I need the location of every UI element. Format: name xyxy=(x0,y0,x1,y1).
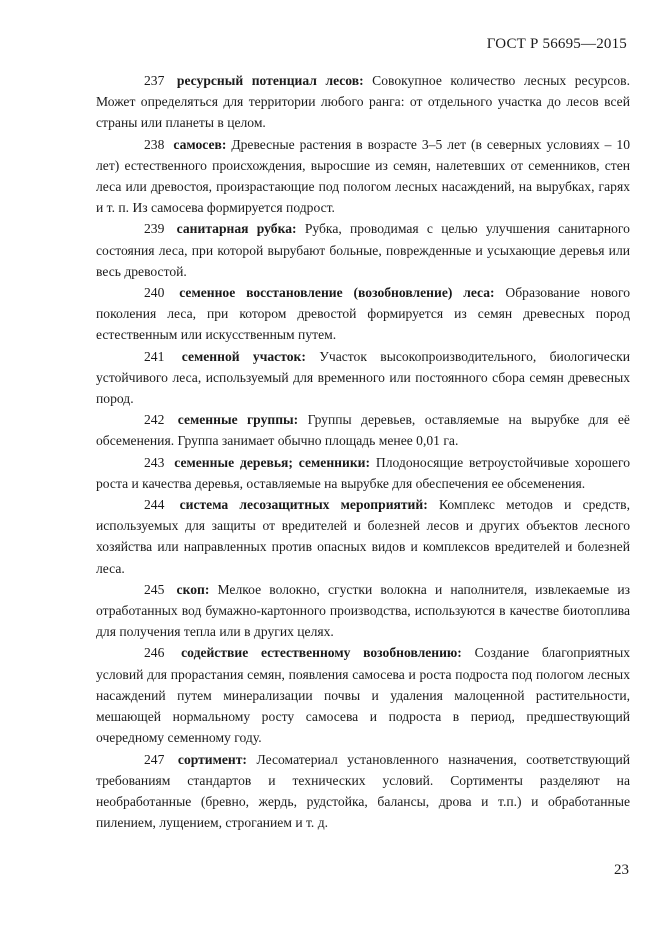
entry-number: 247 xyxy=(144,751,165,767)
entry-definition: Участок высокопроизводительного, биологически устойчивого леса, используемый для временного или постоянного сбора семян древесных пород. xyxy=(96,348,630,407)
entry-term: семенной участок: xyxy=(181,348,306,364)
glossary-entry xyxy=(96,218,630,282)
entry-number: 239 xyxy=(144,221,165,237)
glossary-entry xyxy=(96,70,630,134)
glossary-entry xyxy=(96,409,630,451)
glossary-entry xyxy=(96,282,630,346)
entry-definition: Лесоматериал установленного назначения, соответствующий требованиям стандартов и технических условий. Сортименты разделяют на необработанные (бревно, жердь, рудстойка, балансы, дрова и т.п.) и обработанные пилением, лущением, строганием и т. д. xyxy=(96,751,630,831)
entry-term: семенные деревья; семенники: xyxy=(174,454,371,470)
glossary-entry xyxy=(96,579,630,643)
glossary-entry xyxy=(96,749,630,834)
page-number: 23 xyxy=(614,862,629,878)
entry-definition: Группы деревьев, оставляемые на вырубке для её обсеменения. Группа занимает обычно площадь менее 0,01 га. xyxy=(96,412,630,449)
entry-definition: Создание благоприятных условий для прорастания семян, появления самосева и роста подроста под пологом лесных насаждений путем минерализации почвы и удаления малоценной растительности, мешающей нормальному росту самосева и подроста в период, предшествующий очередному семенному году. xyxy=(96,645,630,746)
entry-number: 246 xyxy=(144,645,165,661)
entry-term: сортимент: xyxy=(177,751,247,767)
entry-term: ресурсный потенциал лесов: xyxy=(176,73,364,88)
entry-number: 244 xyxy=(144,497,165,513)
entry-term: система лесозащитных мероприятий: xyxy=(179,497,428,513)
entry-definition: Совокупное количество лесных ресурсов. Может определяться для территории любого ранга: от отдельного участка до лесов всей страны или планеты в целом. xyxy=(96,73,631,131)
entry-term: самосев: xyxy=(173,136,227,152)
document-header xyxy=(487,36,627,53)
entry-term: санитарная рубка: xyxy=(176,221,297,237)
entry-term: содействие естественному возобновлению: xyxy=(181,645,462,661)
entry-definition: Плодоносящие ветроустойчивые хорошего роста и качества деревья, оставляемые на вырубке для обеспечения ее обсеменения. xyxy=(96,454,631,491)
entry-term: скоп: xyxy=(176,581,210,597)
entry-term: семенные группы: xyxy=(177,412,299,428)
standard-number: ГОСТ Р 56695—2015 xyxy=(486,36,627,52)
entry-definition: Образование нового поколения леса, при котором древостой формируется из семян древесных пород естественным или искусственным путем. xyxy=(96,285,630,343)
entry-number: 240 xyxy=(144,285,165,301)
entry-number: 237 xyxy=(144,73,165,88)
entry-definition: Древесные растения в возрасте 3–5 лет (в северных условиях – 10 лет) естественного происхождения, выросшие из семян, налетевших от семенников, стен леса или древостоя, произрастающие под пологом лесных насаждений, на вырубках, гарях и т. п. Из самосева формируется подрост. xyxy=(96,136,630,216)
entry-number: 243 xyxy=(144,454,165,470)
entry-term: семенное восстановление (возобновление) леса: xyxy=(179,285,495,301)
glossary-content xyxy=(96,70,630,833)
entry-number: 238 xyxy=(144,136,165,152)
glossary-entry xyxy=(96,346,630,410)
entry-number: 242 xyxy=(144,412,165,428)
glossary-entry xyxy=(96,134,630,219)
entry-definition: Рубка, проводимая с целью улучшения санитарного состояния леса, при которой вырубают больные, поврежденные и усыхающие деревья или весь древостой. xyxy=(96,221,630,279)
entry-definition: Комплекс методов и средств, используемых для защиты от вредителей и болезней лесов и других объектов лесного хозяйства или направленных против опасных видов и комплексов вредителей и болезней леса. xyxy=(96,497,630,576)
glossary-entry xyxy=(96,452,630,494)
glossary-entry xyxy=(96,642,630,748)
page-footer xyxy=(614,862,629,879)
entry-definition: Мелкое волокно, сгустки волокна и наполнителя, извлекаемые из отработанных вод бумажно-картонного производства, используются в качестве биотоплива для получения тепла или в других целях. xyxy=(96,581,630,640)
entry-number: 241 xyxy=(144,348,165,364)
entry-number: 245 xyxy=(144,581,165,597)
glossary-entry xyxy=(96,494,630,579)
